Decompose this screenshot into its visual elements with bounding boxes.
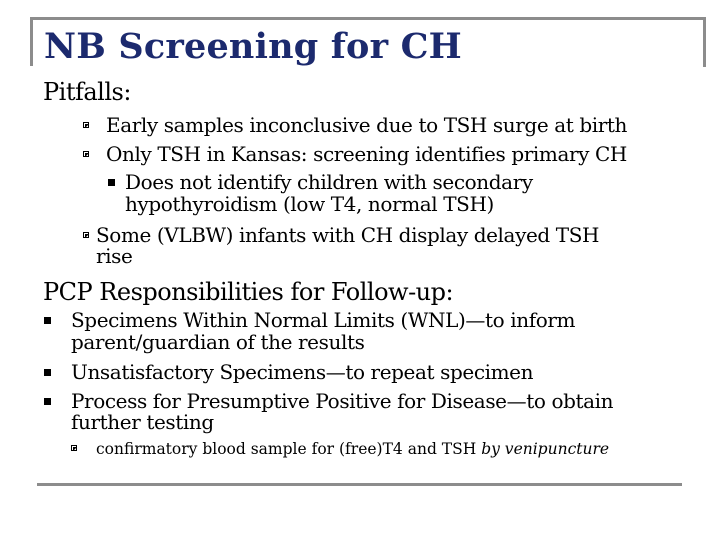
hollow-square-bullet-icon <box>83 151 89 157</box>
hollow-square-bullet-icon <box>83 232 89 238</box>
pitfall-item-1: Early samples inconclusive due to TSH surge at birth <box>106 113 628 137</box>
frame-bottom-rule <box>37 483 682 486</box>
pcp-item-3-line-2: further testing <box>71 410 214 434</box>
pitfall-subitem-line-2: hypothyroidism (low T4, normal TSH) <box>125 192 494 216</box>
pitfalls-heading: Pitfalls: <box>43 78 131 106</box>
solid-square-bullet-icon <box>44 369 51 376</box>
pitfall-item-2: Only TSH in Kansas: screening identifies primary CH <box>106 142 627 166</box>
frame-right-rule <box>703 17 706 67</box>
pcp-subitem-emphasis: by venipuncture <box>481 440 610 458</box>
pcp-item-2: Unsatisfactory Specimens—to repeat specimen <box>71 360 534 384</box>
frame-left-rule <box>30 17 33 66</box>
pcp-item-1-line-2: parent/guardian of the results <box>71 330 365 354</box>
pcp-subitem <box>96 439 609 459</box>
frame-top-rule <box>30 17 706 20</box>
pcp-heading: PCP Responsibilities for Follow-up: <box>43 278 454 306</box>
pitfall-item-3-line-2: rise <box>96 244 133 268</box>
solid-square-bullet-icon <box>44 317 51 324</box>
solid-square-bullet-icon <box>108 179 115 186</box>
pitfall-item-3-line-1: Some (VLBW) infants with CH display delayed TSH <box>96 223 600 247</box>
pcp-item-1-line-1: Specimens Within Normal Limits (WNL)—to inform <box>71 308 576 332</box>
hollow-square-bullet-icon <box>83 122 89 128</box>
hollow-square-bullet-icon <box>71 445 77 451</box>
pcp-subitem-text: confirmatory blood sample for (free)T4 and TSH <box>96 440 482 458</box>
pcp-item-3-line-1: Process for Presumptive Positive for Disease—to obtain <box>71 389 614 413</box>
solid-square-bullet-icon <box>44 398 51 405</box>
pitfall-subitem-line-1: Does not identify children with secondary <box>125 170 533 194</box>
slide-title: NB Screening for CH <box>44 26 462 67</box>
